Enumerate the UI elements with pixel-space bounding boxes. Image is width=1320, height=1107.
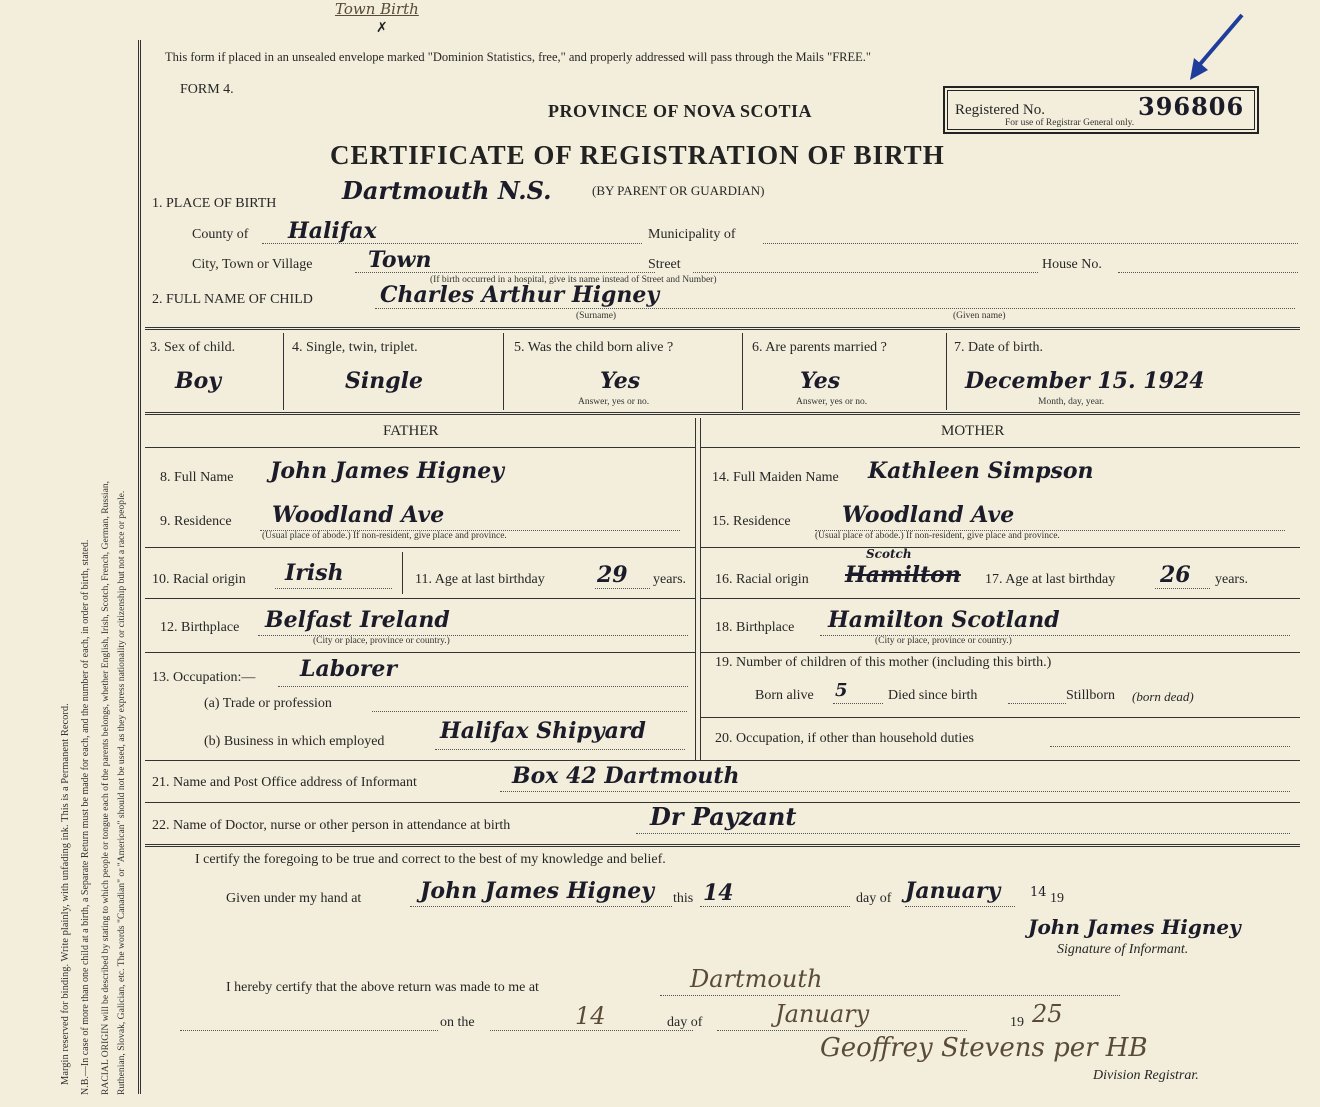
died-label: Died since birth [888,688,978,703]
sex-value: Boy [175,368,222,394]
full-name-label: 2. FULL NAME OF CHILD [152,292,313,307]
county-value: Halifax [288,218,377,244]
certificate-title: CERTIFICATE OF REGISTRATION OF BIRTH [330,140,945,170]
occupation-value: Laborer [300,656,397,682]
dob-format-note: Month, day, year. [1038,397,1105,407]
day-value: 14 [703,880,734,906]
business-value: Halifax Shipyard [440,718,646,744]
father-race-value: Irish [285,560,344,586]
municipality-label: Municipality of [648,227,736,242]
street-label: Street [648,257,681,272]
father-birthplace-label: 12. Birthplace [160,620,240,635]
reg-month-value: January [775,1000,870,1028]
married-label: 6. Are parents married ? [752,340,887,355]
single-label: 4. Single, twin, triplet. [292,340,418,355]
doctor-value: Dr Payzant [650,802,797,831]
mother-birthplace-value: Hamilton Scotland [828,607,1060,633]
father-age-label: 11. Age at last birthday [415,572,545,587]
reg-day-value: 14 [575,1002,606,1030]
single-value: Single [345,368,423,394]
year-prefix-2: 19 [1010,1015,1024,1030]
registrar-use-note: For use of Registrar General only. [1005,118,1135,128]
this-label: this [673,891,694,906]
father-years-label: years. [653,572,687,587]
day-of-label-2: day of [667,1015,703,1030]
hereby-label: I hereby certify that the above return was made to me at [226,980,539,995]
mother-age-value: 26 [1160,562,1191,588]
county-label: County of [192,227,249,242]
month-value: January [905,878,1001,904]
father-residence-value: Woodland Ave [272,502,445,528]
mother-residence-value: Woodland Ave [842,502,1015,528]
province-title: PROVINCE OF NOVA SCOTIA [548,101,813,121]
father-residence-label: 9. Residence [160,514,232,529]
married-answer-note: Answer, yes or no. [796,397,868,407]
mother-birthplace-label: 18. Birthplace [715,620,795,635]
doctor-label: 22. Name of Doctor, nurse or other person in attendance at birth [152,818,511,833]
informant-value: Box 42 Dartmouth [512,763,740,789]
mother-age-label: 17. Age at last birthday [985,572,1116,587]
on-the-label: on the [440,1015,475,1030]
registrar-signature: Geoffrey Stevens per HB [820,1033,1148,1063]
alive-label: 5. Was the child born alive ? [514,340,674,355]
city-value: Town [368,247,432,273]
mother-heading: MOTHER [941,423,1005,439]
year-prefix: 19 [1050,891,1064,906]
mother-name-label: 14. Full Maiden Name [712,470,839,485]
father-name-label: 8. Full Name [160,470,234,485]
father-abode-note: (Usual place of abode.) If non-resident, give place and province. [262,531,507,541]
occupation-label: 13. Occupation:— [152,670,256,685]
city-label: City, Town or Village [192,257,313,272]
alive-answer-note: Answer, yes or no. [578,397,650,407]
mail-notice: This form if placed in an unsealed envelope marked "Dominion Statistics, free," and properly addressed will pass through the Mails "FREE." [165,50,872,64]
mother-years-label: years. [1215,572,1249,587]
margin-note-1: Margin reserved for binding. Write plainly, with unfading ink. This is a Permanent Record. [60,703,71,1085]
given-under-label: Given under my hand at [226,891,362,906]
margin-note-3: RACIAL ORIGIN will be described by stating to which people or tongue each of the parents belongs, whether English, Irish, Scotch, French, German, Russian, [100,480,111,1095]
mother-name-value: Kathleen Simpson [868,458,1094,484]
certify-text: I certify the foregoing to be true and correct to the best of my knowledge and belief. [195,852,666,867]
form-number: FORM 4. [180,82,234,97]
year-value: 14 [1030,885,1047,900]
signature-informant-label: Signature of Informant. [1057,942,1189,957]
registered-label: Registered No. [955,102,1045,118]
children-count-label: 19. Number of children of this mother (including this birth.) [715,655,1052,670]
mother-birthplace-note: (City or place, province or country.) [875,636,1012,646]
margin-note-4: Ruthenian, Slovak, Galician, etc. The words "Canadian" or "American" should not be used, as they express nationality or citizenship but not a race or people. [116,490,127,1095]
married-value: Yes [800,368,841,394]
sex-label: 3. Sex of child. [150,340,236,355]
informant-label: 21. Name and Post Office address of Informant [152,775,417,790]
house-label: House No. [1042,257,1102,272]
born-dead-note: (born dead) [1132,689,1194,704]
born-alive-value: 5 [835,680,848,701]
surname-note: (Surname) [576,311,617,321]
father-age-value: 29 [597,562,628,588]
father-race-label: 10. Racial origin [152,572,246,587]
given-at-value: John James Higney [420,878,655,904]
father-birthplace-note: (City or place, province or country.) [313,636,450,646]
alive-value: Yes [600,368,641,394]
father-birthplace-value: Belfast Ireland [265,607,450,633]
mother-race-correction: Scotch [866,547,912,561]
top-scribble: Town Birth [335,0,419,18]
trade-label: (a) Trade or profession [204,696,332,711]
informant-signature: John James Higney [1028,915,1241,939]
division-registrar-label: Division Registrar. [1093,1068,1199,1083]
place-label: 1. PLACE OF BIRTH [152,196,277,211]
father-heading: FATHER [383,423,439,439]
mother-abode-note: (Usual place of abode.) If non-resident, give place and province. [815,531,1060,541]
born-alive-label: Born alive [755,688,814,703]
dob-value: December 15. 1924 [965,368,1205,394]
check-mark: ✗ [376,21,388,36]
mother-race-label: 16. Racial origin [715,572,809,587]
business-label: (b) Business in which employed [204,734,385,749]
father-name-value: John James Higney [270,458,505,484]
child-name-value: Charles Arthur Higney [380,282,660,308]
mother-race-value: Hamilton [845,562,961,588]
given-note: (Given name) [953,311,1006,321]
hospital-note: (If birth occurred in a hospital, give its name instead of Street and Number) [430,275,717,285]
stillborn-label: Stillborn [1066,688,1116,703]
registered-number: 396806 [1138,92,1245,121]
by-parent-label: (BY PARENT OR GUARDIAN) [592,183,765,198]
margin-note-2: N.B.—In case of more than one child at a birth, a Separate Return must be made for each, and the number of each, in order of birth, stated. [80,539,91,1095]
day-of-label: day of [856,891,892,906]
mother-residence-label: 15. Residence [712,514,791,529]
blue-arrow-icon [1180,10,1250,90]
made-at-value: Dartmouth [690,965,823,993]
reg-year-value: 25 [1032,1000,1063,1028]
dob-label: 7. Date of birth. [954,340,1044,355]
place-value: Dartmouth N.S. [342,176,552,205]
mother-occupation-label: 20. Occupation, if other than household duties [715,731,974,746]
